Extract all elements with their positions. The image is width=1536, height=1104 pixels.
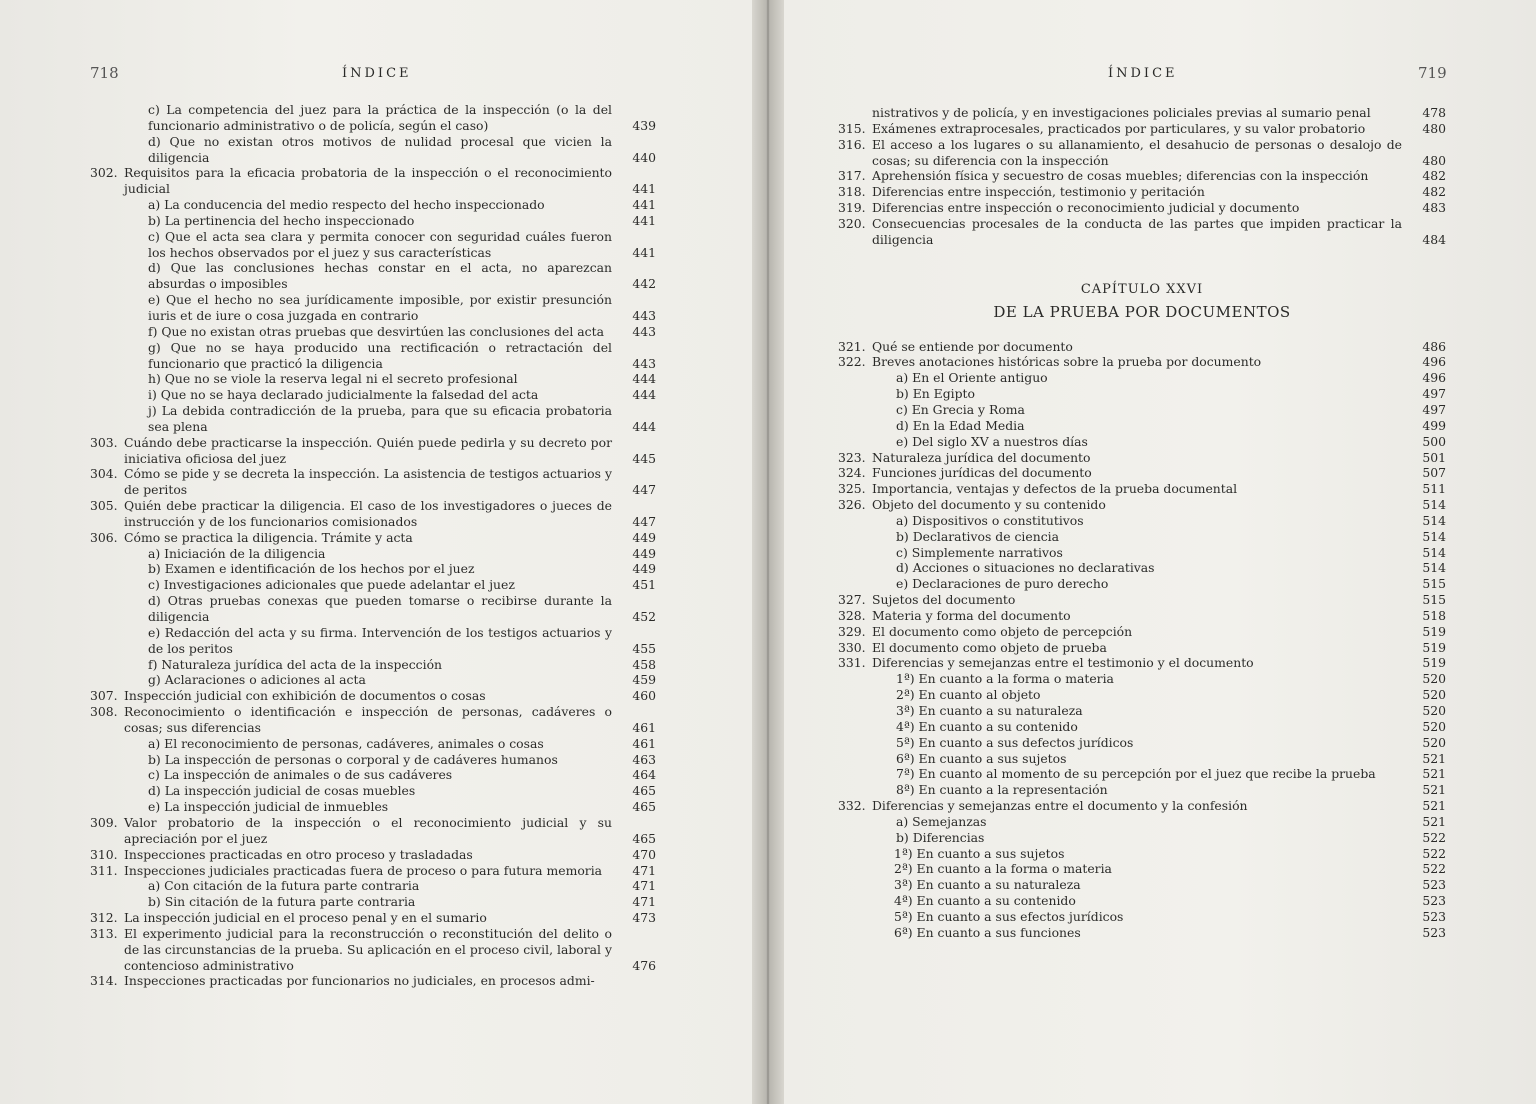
entry-page: 486: [1422, 338, 1446, 354]
entry-title: a) En el Oriente antiguo: [896, 370, 1048, 386]
entry-title: g) Que no se haya producido una rectificación o retractación del funcionario que practicó la diligencia: [148, 339, 612, 371]
entry-number: 312.: [90, 910, 118, 926]
entry-number: 306.: [90, 529, 118, 545]
index-entry: [838, 909, 1446, 925]
index-entry: [838, 497, 1446, 513]
entry-page: 444: [632, 387, 656, 403]
entry-title: 2ª) En cuanto al objeto: [896, 687, 1041, 703]
index-entry: [838, 624, 1446, 640]
entry-page: 511: [1422, 481, 1446, 497]
entry-page: 523: [1422, 893, 1446, 909]
entry-title: Funciones jurídicas del documento: [872, 465, 1092, 481]
index-entry: [838, 434, 1446, 450]
index-entry: [838, 893, 1446, 909]
entry-title: Breves anotaciones históricas sobre la prueba por documento: [872, 354, 1262, 370]
entry-title: b) Diferencias: [896, 829, 985, 845]
entry-page: 465: [632, 799, 656, 815]
entry-page: 514: [1422, 560, 1446, 576]
index-entry: [90, 340, 656, 372]
entry-page: 460: [632, 688, 656, 704]
entry-page: 449: [632, 545, 656, 561]
entry-number: 329.: [838, 623, 866, 639]
entry-number: 309.: [90, 814, 118, 830]
index-entry: [90, 530, 656, 546]
index-entry: [90, 213, 656, 229]
entry-page: 482: [1422, 168, 1446, 184]
right-index-entries-bottom: [838, 339, 1446, 941]
entry-number: 315.: [838, 120, 866, 136]
entry-page: 519: [1422, 623, 1446, 639]
entry-page: 522: [1422, 845, 1446, 861]
entry-page: 523: [1422, 877, 1446, 893]
entry-number: 325.: [838, 481, 866, 497]
entry-page: 478: [1422, 105, 1446, 120]
entry-page: 520: [1422, 703, 1446, 718]
index-entry: [838, 418, 1446, 434]
entry-page: 458: [632, 656, 656, 672]
entry-number: 320.: [838, 215, 866, 231]
entry-title: 1ª) En cuanto a sus sujetos: [894, 845, 1065, 861]
index-entry: [90, 466, 656, 498]
entry-title: 7ª) En cuanto al momento de su percepción por el juez que recibe la prueba: [896, 766, 1376, 782]
entry-title: Cómo se pide y se decreta la inspección. La asistencia de testigos actuarios y de peritos: [124, 466, 612, 498]
index-entry: [90, 688, 656, 704]
entry-title: Materia y forma del documento: [872, 607, 1071, 623]
index-entry: [838, 481, 1446, 497]
index-entry: [838, 751, 1446, 767]
entry-number: 330.: [838, 639, 866, 655]
entry-title: b) Sin citación de la futura parte contraria: [148, 894, 416, 910]
index-entry: [90, 973, 656, 989]
entry-page: 440: [632, 149, 656, 165]
index-entry: [838, 671, 1446, 687]
entry-title: El documento como objeto de prueba: [872, 639, 1107, 655]
entry-number: 326.: [838, 497, 866, 513]
entry-title: 6ª) En cuanto a sus funciones: [894, 924, 1081, 940]
entry-title: b) Declarativos de ciencia: [896, 528, 1059, 544]
entry-page: 518: [1422, 607, 1446, 623]
index-entry: [90, 878, 656, 894]
index-entry: [90, 704, 656, 736]
entry-page: 497: [1422, 401, 1446, 417]
index-entry: [90, 863, 656, 879]
entry-title: e) Que el hecho no sea jurídicamente imposible, por existir presunción iuris et de iure o cosa juzgada en contrario: [148, 292, 612, 323]
entry-page: 497: [1422, 386, 1446, 402]
entry-title: 8ª) En cuanto a la representación: [896, 782, 1108, 798]
entry-number: 324.: [838, 465, 866, 481]
entry-title: f) Que no existan otras pruebas que desvirtúen las conclusiones del acta: [148, 323, 604, 339]
entry-number: 319.: [838, 200, 866, 216]
entry-page: 471: [632, 878, 656, 894]
entry-title: Inspecciones practicadas por funcionarios no judiciales, en procesos admi-: [124, 973, 595, 989]
entry-title: 4ª) En cuanto a su contenido: [896, 718, 1078, 734]
index-entry: [838, 608, 1446, 624]
entry-title: c) Que el acta sea clara y permita conocer con seguridad cuáles fueron los hechos observados por el juez y sus características: [148, 228, 612, 260]
entry-page: 461: [632, 719, 656, 735]
entry-title: Cómo se practica la diligencia. Trámite y acta: [124, 529, 413, 545]
entry-page: 445: [632, 450, 656, 466]
entry-page: 442: [632, 276, 656, 292]
entry-number: 307.: [90, 688, 118, 704]
entry-number: 323.: [838, 449, 866, 465]
index-entry: [90, 910, 656, 926]
entry-page: 499: [1422, 417, 1446, 433]
index-entry: [838, 465, 1446, 481]
index-entry: [838, 576, 1446, 592]
right-page: [772, 0, 1536, 1104]
index-entry: [90, 767, 656, 783]
index-entry: [838, 592, 1446, 608]
entry-title: d) Que las conclusiones hechas constar en el acta, no aparezcan absurdas o imposibles: [148, 260, 612, 292]
entry-page: 441: [632, 244, 656, 260]
index-entry: [90, 672, 656, 688]
entry-page: 483: [1422, 200, 1446, 216]
index-entry: [90, 229, 656, 261]
entry-page: 500: [1422, 433, 1446, 449]
index-entry: [838, 735, 1446, 751]
index-entry: [90, 625, 656, 657]
index-entry: [838, 168, 1446, 184]
entry-page: 459: [632, 672, 656, 688]
index-entry: [90, 894, 656, 910]
entry-title: d) Que no existan otros motivos de nulidad procesal que vicien la diligencia: [148, 133, 612, 165]
index-entry: [838, 925, 1446, 941]
entry-title: El acceso a los lugares o su allanamiento, el desahucio de personas o desalojo de cosas; su diferencia con la inspección: [872, 136, 1402, 168]
entry-page: 521: [1422, 782, 1446, 798]
entry-title: c) Simplemente narrativos: [896, 544, 1063, 560]
index-entry: [90, 292, 656, 324]
entry-page: 470: [632, 846, 656, 862]
index-entry: [838, 450, 1446, 466]
entry-page: 507: [1422, 465, 1446, 481]
left-running-head: ÍNDICE: [342, 66, 412, 81]
index-entry: [838, 402, 1446, 418]
entry-title: e) La inspección judicial de inmuebles: [148, 799, 389, 815]
entry-page: 441: [632, 181, 656, 197]
entry-number: 305.: [90, 498, 118, 514]
entry-page: 520: [1422, 718, 1446, 734]
entry-title: 5ª) En cuanto a sus defectos jurídicos: [896, 734, 1134, 750]
entry-number: 314.: [90, 973, 118, 989]
entry-title: a) Iniciación de la diligencia: [148, 545, 326, 561]
index-entry: [838, 830, 1446, 846]
entry-title: d) Otras pruebas conexas que pueden tomarse o recibirse durante la diligencia: [148, 593, 612, 624]
entry-page: 496: [1422, 370, 1446, 386]
entry-page: 522: [1422, 829, 1446, 845]
entry-title: c) La competencia del juez para la práctica de la inspección (o la del funcionario administrativo o de policía, según el caso): [148, 102, 612, 133]
right-index-column: [838, 105, 1446, 941]
entry-title: Exámenes extraprocesales, practicados por particulares, y su valor probatorio: [872, 120, 1366, 136]
entry-title: h) Que no se viole la reserva legal ni el secreto profesional: [148, 371, 518, 387]
index-entry: [90, 577, 656, 593]
index-entry: [838, 861, 1446, 877]
index-entry: [90, 165, 656, 197]
index-entry: [90, 371, 656, 387]
entry-page: 447: [632, 513, 656, 529]
entry-title: La inspección judicial en el proceso penal y en el sumario: [124, 910, 487, 926]
index-entry: [90, 102, 656, 134]
index-entry: [838, 386, 1446, 402]
entry-number: 321.: [838, 338, 866, 354]
entry-title: Reconocimiento o identificación e inspección de personas, cadáveres o cosas; sus diferencias: [124, 704, 612, 735]
entry-number: 318.: [838, 184, 866, 200]
entry-title: El documento como objeto de percepción: [872, 623, 1133, 639]
chapter-title: DE LA PRUEBA POR DOCUMENTOS: [993, 302, 1291, 321]
entry-title: d) En la Edad Media: [896, 417, 1025, 433]
entry-title: b) La pertinencia del hecho inspeccionado: [148, 212, 415, 228]
index-entry: [838, 513, 1446, 529]
index-entry: [838, 766, 1446, 782]
entry-title: Valor probatorio de la inspección o el reconocimiento judicial y su apreciación por el juez: [124, 814, 612, 846]
entry-page: 515: [1422, 576, 1446, 592]
entry-page: 482: [1422, 184, 1446, 200]
index-entry: [838, 354, 1446, 370]
entry-title: Diferencias entre inspección o reconocimiento judicial y documento: [872, 200, 1300, 216]
index-entry: [90, 783, 656, 799]
entry-number: 310.: [90, 846, 118, 862]
entry-page: 443: [632, 355, 656, 371]
left-page-number: 718: [90, 64, 119, 82]
index-entry: [90, 197, 656, 213]
entry-number: 332.: [838, 798, 866, 814]
entry-title: f) Naturaleza jurídica del acta de la inspección: [148, 656, 443, 672]
index-entry: [90, 657, 656, 673]
index-entry: [90, 593, 656, 625]
index-entry: [838, 200, 1446, 216]
entry-page: 444: [632, 371, 656, 387]
right-running-head: ÍNDICE: [1108, 66, 1178, 81]
entry-title: c) En Grecia y Roma: [896, 401, 1025, 417]
entry-title: b) Examen e identificación de los hechos por el juez: [148, 561, 475, 577]
entry-page: 441: [632, 212, 656, 228]
entry-page: 471: [632, 862, 656, 878]
entry-page: 463: [632, 751, 656, 767]
index-entry: [838, 640, 1446, 656]
entry-title: a) Semejanzas: [896, 813, 987, 829]
index-entry: [90, 561, 656, 577]
entry-number: 303.: [90, 434, 118, 450]
entry-page: 519: [1422, 639, 1446, 655]
index-entry: [90, 387, 656, 403]
entry-number: 308.: [90, 704, 118, 720]
index-entry: [838, 846, 1446, 862]
index-entry: [90, 815, 656, 847]
entry-title: Cuándo debe practicarse la inspección. Quién puede pedirla y su decreto por iniciativa oficiosa del juez: [124, 434, 612, 466]
index-entry: [90, 752, 656, 768]
index-entry: [838, 105, 1446, 121]
entry-title: Consecuencias procesales de la conducta de las partes que impiden practicar la diligencia: [872, 215, 1402, 247]
index-entry: [838, 814, 1446, 830]
index-entry: [838, 719, 1446, 735]
entry-page: 441: [632, 197, 656, 213]
entry-title: Objeto del documento y su contenido: [872, 497, 1106, 513]
entry-page: 444: [632, 418, 656, 434]
chapter-label: CAPÍTULO XXVI: [1080, 281, 1204, 297]
entry-number: 328.: [838, 607, 866, 623]
index-entry: [838, 545, 1446, 561]
entry-title: 1ª) En cuanto a la forma o materia: [896, 671, 1114, 687]
entry-page: 465: [632, 783, 656, 799]
entry-title: nistrativos y de policía, y en investigaciones policiales previas al sumario penal: [872, 105, 1371, 120]
entry-title: Quién debe practicar la diligencia. El caso de los investigadores o jueces de instrucción y de los funcionarios comisionados: [124, 498, 612, 529]
entry-number: 316.: [838, 136, 866, 152]
entry-page: 443: [632, 307, 656, 323]
entry-page: 451: [632, 577, 656, 593]
entry-page: 519: [1422, 655, 1446, 671]
entry-title: Diferencias y semejanzas entre el testimonio y el documento: [872, 655, 1254, 671]
entry-page: 521: [1422, 750, 1446, 766]
entry-page: 521: [1422, 766, 1446, 782]
entry-number: 322.: [838, 354, 866, 370]
entry-number: 331.: [838, 655, 866, 671]
entry-page: 473: [632, 910, 656, 926]
index-entry: [90, 134, 656, 166]
index-entry: [90, 324, 656, 340]
entry-title: g) Aclaraciones o adiciones al acta: [148, 672, 366, 688]
index-entry: [90, 546, 656, 562]
entry-number: 302.: [90, 165, 118, 181]
index-entry: [838, 121, 1446, 137]
right-index-entries-top: [838, 105, 1446, 248]
index-entry: [90, 260, 656, 292]
entry-title: e) Del siglo XV a nuestros días: [896, 433, 1088, 449]
entry-page: 465: [632, 830, 656, 846]
entry-page: 521: [1422, 813, 1446, 829]
entry-title: e) Redacción del acta y su firma. Intervención de los testigos actuarios y de los peritos: [148, 624, 612, 656]
entry-title: b) En Egipto: [896, 386, 975, 402]
entry-page: 449: [632, 561, 656, 577]
entry-page: 523: [1422, 908, 1446, 924]
index-entry: [838, 339, 1446, 355]
index-entry: [90, 847, 656, 863]
entry-title: El experimento judicial para la reconstrucción o reconstitución del delito o de las circunstancias de la prueba. Su aplicación en el proceso civil, laboral y contencioso administrativo: [124, 925, 612, 973]
left-page: [0, 0, 764, 1104]
entry-page: 515: [1422, 592, 1446, 608]
entry-page: 464: [632, 767, 656, 783]
index-entry: [838, 877, 1446, 893]
entry-title: b) La inspección de personas o corporal y de cadáveres humanos: [148, 751, 558, 767]
entry-page: 514: [1422, 544, 1446, 560]
entry-title: 5ª) En cuanto a sus efectos jurídicos: [894, 908, 1124, 924]
entry-title: 3ª) En cuanto a su naturaleza: [896, 703, 1083, 718]
entry-title: Diferencias y semejanzas entre el documento y la confesión: [872, 798, 1248, 814]
entry-page: 496: [1422, 354, 1446, 370]
entry-title: Sujetos del documento: [872, 592, 1016, 608]
entry-title: d) La inspección judicial de cosas muebles: [148, 783, 416, 799]
entry-number: 327.: [838, 592, 866, 608]
entry-page: 520: [1422, 671, 1446, 687]
entry-page: 439: [632, 117, 656, 133]
index-entry: [838, 137, 1446, 169]
entry-page: 521: [1422, 798, 1446, 814]
entry-title: 6ª) En cuanto a sus sujetos: [896, 750, 1067, 766]
entry-page: 480: [1422, 120, 1446, 136]
right-page-number: 719: [1418, 64, 1447, 82]
entry-page: 452: [632, 609, 656, 624]
entry-page: 449: [632, 529, 656, 545]
entry-page: 520: [1422, 734, 1446, 750]
index-entry: [90, 403, 656, 435]
left-index-entries: [90, 102, 656, 989]
entry-title: c) La inspección de animales o de sus cadáveres: [148, 767, 453, 783]
entry-page: 514: [1422, 497, 1446, 513]
index-entry: [838, 216, 1446, 248]
entry-title: Importancia, ventajas y defectos de la prueba documental: [872, 481, 1238, 497]
entry-title: 3ª) En cuanto a su naturaleza: [894, 877, 1081, 893]
entry-page: 523: [1422, 924, 1446, 940]
entry-title: 4ª) En cuanto a su contenido: [894, 893, 1076, 909]
entry-title: d) Acciones o situaciones no declarativas: [896, 560, 1155, 576]
index-entry: [838, 529, 1446, 545]
entry-title: c) Investigaciones adicionales que puede adelantar el juez: [148, 577, 515, 593]
entry-number: 304.: [90, 466, 118, 482]
entry-page: 514: [1422, 512, 1446, 528]
index-entry: [838, 798, 1446, 814]
entry-page: 476: [632, 957, 656, 973]
entry-title: e) Declaraciones de puro derecho: [896, 576, 1109, 592]
index-entry: [90, 435, 656, 467]
index-entry: [838, 655, 1446, 671]
entry-title: Inspecciones practicadas en otro proceso y trasladadas: [124, 846, 473, 862]
entry-title: Inspección judicial con exhibición de documentos o cosas: [124, 688, 486, 704]
index-entry: [838, 703, 1446, 719]
entry-title: Diferencias entre inspección, testimonio y peritación: [872, 184, 1205, 200]
entry-page: 471: [632, 894, 656, 910]
entry-title: j) La debida contradicción de la prueba, para que su eficacia probatoria sea plena: [148, 403, 612, 434]
index-entry: [90, 498, 656, 530]
entry-title: Requisitos para la eficacia probatoria de la inspección o el reconocimiento judicial: [124, 165, 612, 197]
entry-page: 461: [632, 735, 656, 751]
entry-title: a) Con citación de la futura parte contraria: [148, 878, 420, 894]
entry-title: i) Que no se haya declarado judicialmente la falsedad del acta: [148, 387, 539, 403]
entry-title: Inspecciones judiciales practicadas fuera de proceso o para futura memoria: [124, 862, 603, 878]
entry-page: 455: [632, 640, 656, 656]
entry-title: a) El reconocimiento de personas, cadáveres, animales o cosas: [148, 735, 544, 751]
entry-title: Aprehensión física y secuestro de cosas muebles; diferencias con la inspección: [872, 168, 1369, 184]
entry-page: 501: [1422, 449, 1446, 465]
index-entry: [838, 184, 1446, 200]
entry-page: 520: [1422, 687, 1446, 703]
entry-page: 484: [1422, 231, 1446, 247]
index-entry: [90, 736, 656, 752]
entry-page: 447: [632, 482, 656, 498]
entry-number: 313.: [90, 925, 118, 941]
index-entry: [90, 926, 656, 974]
book-gutter: [752, 0, 784, 1104]
entry-page: 443: [632, 323, 656, 339]
entry-page: 522: [1422, 861, 1446, 877]
entry-number: 317.: [838, 168, 866, 184]
index-entry: [90, 799, 656, 815]
index-entry: [838, 687, 1446, 703]
index-entry: [838, 370, 1446, 386]
index-entry: [838, 560, 1446, 576]
entry-page: 514: [1422, 528, 1446, 544]
entry-title: a) La conducencia del medio respecto del hecho inspeccionado: [148, 197, 545, 213]
entry-title: Qué se entiende por documento: [872, 338, 1073, 354]
entry-title: 2ª) En cuanto a la forma o materia: [894, 861, 1112, 877]
entry-number: 311.: [90, 862, 118, 878]
entry-title: a) Dispositivos o constitutivos: [896, 512, 1084, 528]
entry-page: 480: [1422, 152, 1446, 168]
index-entry: [838, 782, 1446, 798]
entry-title: Naturaleza jurídica del documento: [872, 449, 1091, 465]
